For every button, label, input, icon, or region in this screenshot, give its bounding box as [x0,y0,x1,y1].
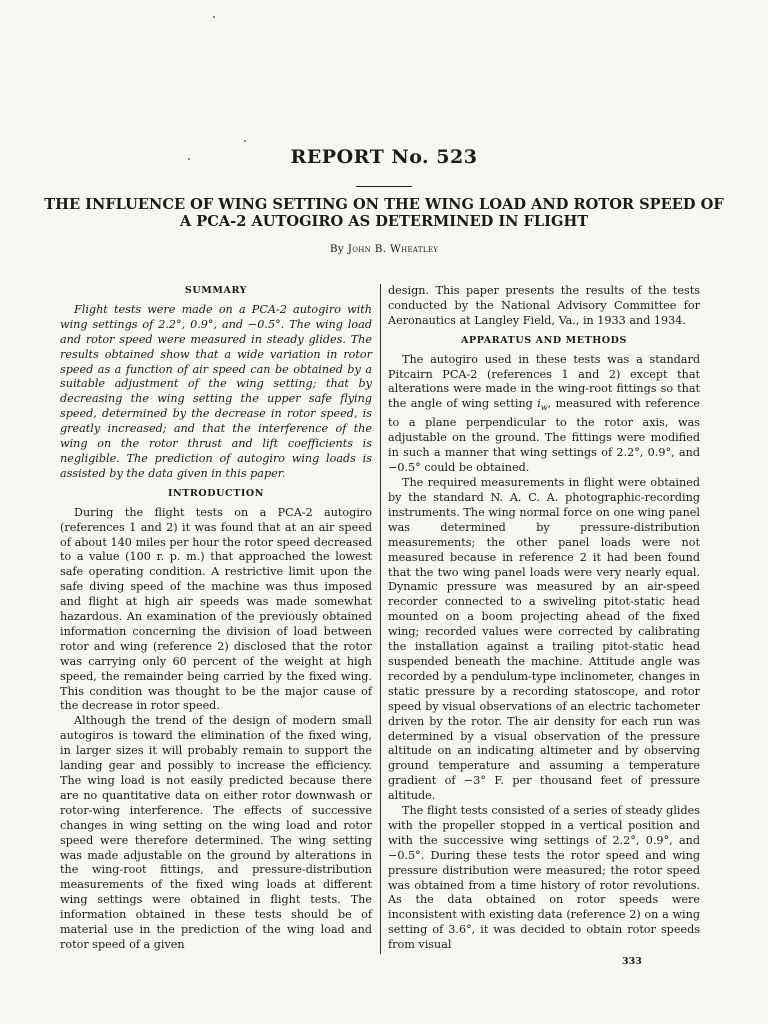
title-rule [356,186,412,187]
apparatus-p1-start: The autogiro used in these tests was a standard Pitcairn PCA-2 (references 1 and 2) except that alterations were made in the wing-root fittings so that the angle of wing setting [388,352,700,411]
scan-speck [244,140,246,142]
introduction-heading: INTRODUCTION [167,487,265,499]
page-number: 333 [622,956,642,967]
author-name: John B. Wheatley [347,243,439,255]
scan-speck [213,16,215,18]
apparatus-heading: APPARATUS AND METHODS [461,334,627,346]
summary-paragraph: Flight tests were made on a PCA-2 autogiro with wing settings of 2.2°, 0.9°, and −0.5°. The wing load and rotor speed were measured in steady glides. The results obtained show that a wide variation in rotor speed as a function of air speed can be obtained by a suitable adjustment of the wing setting; that by decreasing the wing setting the upper safe flying speed, determined by the decrease in rotor speed, is greatly increased; and that the interference of the wing on the rotor thrust and lift coefficients is negligible. The prediction of autogiro wing loads is assisted by the data given in this paper. [60,302,372,480]
paper-title: THE INFLUENCE OF WING SETTING ON THE WING LOAD AND ROTOR SPEED OF A PCA-2 AUTOGIRO AS DETERMINED IN FLIGHT [44,196,724,230]
report-number: REPORT No. 523 [290,146,478,168]
column-divider [380,284,381,954]
intro-continuation: design. This paper presents the results of the tests conducted by the National Advisory Committee for Aeronautics at Langley Field, Va., in 1933 and 1934. [388,284,700,327]
intro-paragraph-1: During the flight tests on a PCA-2 autogiro (references 1 and 2) it was found that at an air speed of about 140 miles per hour the rotor speed decreased to a value (100 r. p. m.) that approached the lowest safe operating condition. A restrictive limit upon the safe diving speed of the machine was thus imposed and flight at high air speeds was made somewhat hazardous. An examination of the previously obtained information concerning the division of load between rotor and wing (reference 2) disclosed that the rotor was carrying only 60 percent of the weight at high speed, the remainder being carried by the fixed wing. This condition was thought to be the major cause of the decrease in rotor speed. [60,505,372,713]
apparatus-paragraph-2: The required measurements in flight were obtained by the standard N. A. C. A. photographic-recording instruments. The wing normal force on one wing panel was determined by pressure-distribution measurements; the other panel loads were not measured because in reference 2 it had been found that the two wing panel loads were very nearly equal. Dynamic pressure was measured by an air-speed recorder connected to a swiveling pitot-static head mounted on a boom projecting ahead of the fixed wing; recorded values were corrected by calibrating the installation against a trailing pitot-static head suspended beneath the machine. Attitude angle was recorded by a pendulum-type inclinometer, changes in static pressure by a recording statoscope, and rotor speed by visual observations of an electric tachometer driven by the rotor. The air density for each run was determined by a visual observation of the pressure altitude on an indicating altimeter and by observing ground temperature and assuming a temperature gradient of −3° F. per thousand feet of pressure altitude. [388,476,700,803]
apparatus-paragraph-1 [388,353,700,476]
summary-heading: SUMMARY [184,285,248,296]
apparatus-p1-end: , measured with reference to a plane perpendicular to the rotor axis, was adjustable on the ground. The fittings were modified in such a manner that wing settings of 2.2°, 0.9°, and −0.5° could be obtained. [388,397,700,475]
byline [0,243,768,255]
wing-setting-subscript: w [540,403,548,413]
left-column [60,284,372,953]
right-column [388,284,700,953]
byline-prefix: By [329,243,345,255]
wing-setting-symbol: i [537,397,541,411]
apparatus-paragraph-3: The flight tests consisted of a series of steady glides with the propeller stopped in a vertical position and with the successive wing settings of 2.2°, 0.9°, and −0.5°. During these tests the rotor speed and wing pressure distribution were measured; the rotor speed was obtained from a time history of rotor revolutions. As the data obtained on rotor speeds were inconsistent with existing data (reference 2) on a wing setting of 3.6°, it was decided to obtain rotor speeds from visual [388,804,700,952]
intro-paragraph-2: Although the trend of the design of modern small autogiros is toward the elimination of the fixed wing, in larger sizes it will probably remain to support the landing gear and possibly to increase the efficiency. The wing load is not easily predicted because there are no quantitative data on either rotor downwash or rotor-wing interference. The effects of successive changes in wing setting on the wing load and rotor speed were therefore determined. The wing setting was made adjustable on the ground by alterations in the wing-root fittings, and pressure-distribution measurements of the fixed wing loads at different wing settings were obtained in flight tests. The information obtained in these tests should be of material use in the prediction of the wing load and rotor speed of a given [60,714,372,951]
